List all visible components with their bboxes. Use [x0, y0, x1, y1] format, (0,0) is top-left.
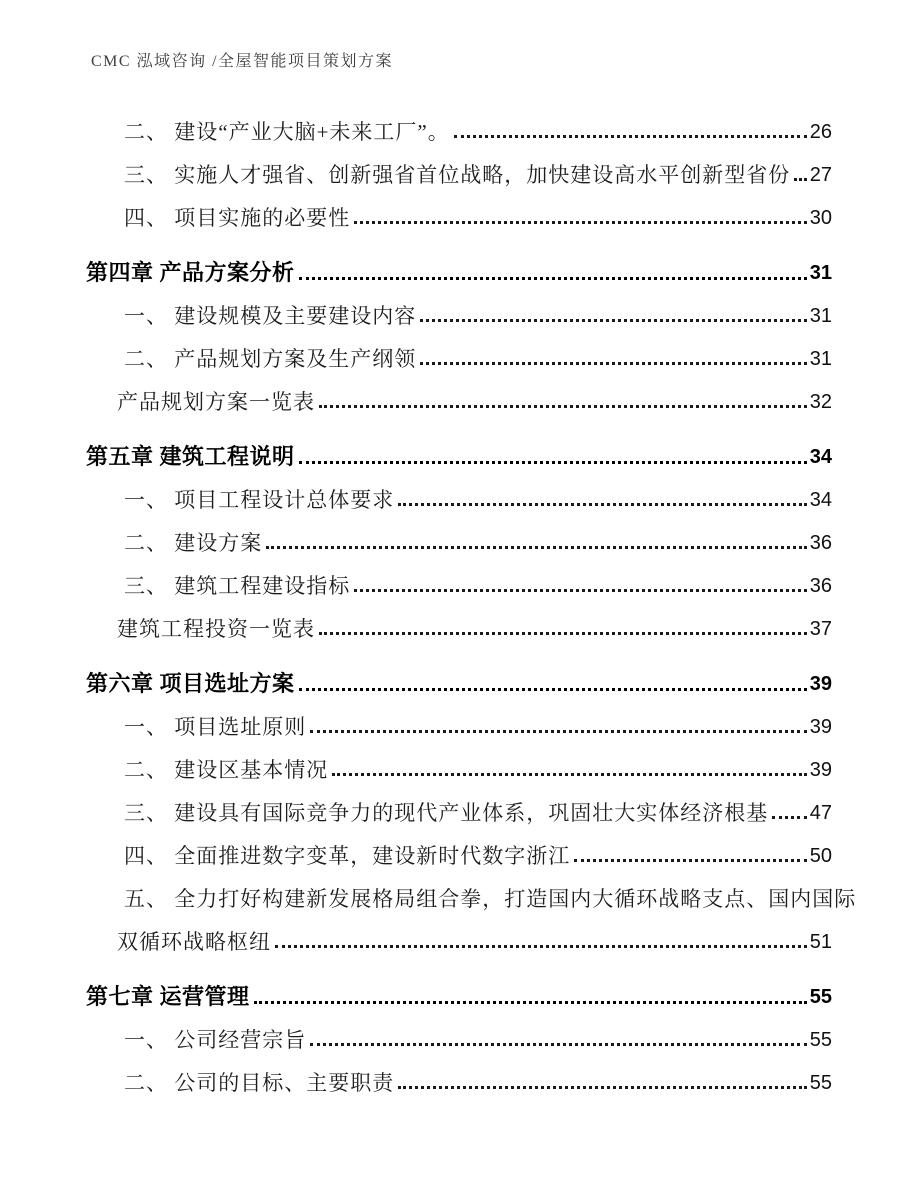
toc-entry[interactable]	[86, 285, 832, 328]
toc-entry-text: 一、 项目选址原则	[124, 714, 307, 739]
page-number: 50	[809, 845, 832, 867]
page-number: 31	[809, 262, 832, 284]
toc-entry-text: 三、 建设具有国际竞争力的现代产业体系，巩固壮大实体经济根基	[124, 800, 769, 825]
dot-leader	[266, 546, 807, 549]
page-number: 55	[809, 986, 832, 1008]
toc-entry-text: 一、 建设规模及主要建设内容	[124, 303, 417, 328]
toc-entry-text: 二、 建设区基本情况	[124, 757, 329, 782]
toc-entry[interactable]	[86, 650, 832, 696]
toc-entry[interactable]	[86, 782, 832, 825]
toc-entry[interactable]	[86, 144, 832, 187]
page-number: 27	[809, 164, 832, 186]
toc-entry-text: 产品规划方案一览表	[117, 389, 315, 414]
page-number: 47	[809, 802, 832, 824]
dot-leader	[398, 1086, 807, 1089]
dot-leader	[398, 503, 807, 506]
toc-entry-text: 第七章 运营管理	[86, 983, 250, 1009]
page-number: 34	[809, 489, 832, 511]
toc-entry[interactable]	[86, 555, 832, 598]
toc-entry[interactable]	[86, 868, 857, 911]
page-number: 39	[809, 673, 832, 695]
toc-entry[interactable]	[86, 963, 832, 1009]
toc-entry-text: 第四章 产品方案分析	[86, 259, 295, 285]
page-number: 31	[809, 305, 832, 327]
dot-leader	[420, 319, 807, 322]
toc-entry-text: 四、 项目实施的必要性	[124, 205, 351, 230]
dot-leader	[332, 773, 807, 776]
toc-entry[interactable]	[86, 911, 832, 954]
toc-entry-text: 一、 公司经营宗旨	[124, 1027, 307, 1052]
page-number: 55	[809, 1029, 832, 1051]
dot-leader	[299, 277, 807, 280]
toc-entry-text: 建筑工程投资一览表	[117, 616, 315, 641]
toc-entry-text: 四、 全面推进数字变革，建设新时代数字浙江	[124, 843, 571, 868]
toc-entry-text: 三、 建筑工程建设指标	[124, 573, 351, 598]
dot-leader	[354, 589, 807, 592]
dot-leader	[319, 632, 807, 635]
toc-entry-text: 三、 实施人才强省、创新强省首位战略，加快建设高水平创新型省份	[124, 162, 791, 187]
document-header: CMC 泓域咨询 /全屋智能项目策划方案	[91, 53, 394, 70]
page-number: 51	[809, 931, 832, 953]
toc-entry[interactable]	[86, 1009, 832, 1052]
page-number: 39	[809, 716, 832, 738]
toc-entry[interactable]	[86, 825, 832, 868]
page-number: 37	[809, 618, 832, 640]
dot-leader	[275, 945, 807, 948]
dot-leader	[574, 859, 807, 862]
page-number: 36	[809, 532, 832, 554]
dot-leader	[794, 178, 807, 181]
toc-entry[interactable]	[86, 239, 832, 285]
toc-entry-text: 第五章 建筑工程说明	[86, 443, 295, 469]
page-number: 31	[809, 348, 832, 370]
page-number: 55	[809, 1072, 832, 1094]
toc-entry[interactable]	[86, 739, 832, 782]
toc-entry-text: 一、 项目工程设计总体要求	[124, 487, 395, 512]
toc-entry[interactable]	[86, 512, 832, 555]
page-number: 32	[809, 391, 832, 413]
toc-entry[interactable]	[86, 696, 832, 739]
toc-entry[interactable]	[86, 469, 832, 512]
page-number: 34	[809, 446, 832, 468]
dot-leader	[454, 135, 807, 138]
page-number: 36	[809, 575, 832, 597]
dot-leader	[299, 688, 807, 691]
toc-entry[interactable]	[86, 371, 832, 414]
toc-entry[interactable]	[86, 187, 832, 230]
toc-entry[interactable]	[86, 101, 832, 144]
toc-entry-text: 二、 公司的目标、主要职责	[124, 1070, 395, 1095]
dot-leader	[354, 221, 807, 224]
toc-entry-text: 五、 全力打好构建新发展格局组合拳，打造国内大循环战略支点、国内国际	[124, 886, 857, 911]
toc-entry-text: 双循环战略枢纽	[117, 929, 271, 954]
toc-entry-text: 二、 建设“产业大脑+未来工厂”。	[124, 119, 450, 144]
toc-entry-text: 二、 建设方案	[124, 530, 263, 555]
toc-entry-text: 二、 产品规划方案及生产纲领	[124, 346, 417, 371]
table-of-contents	[86, 101, 857, 1095]
dot-leader	[420, 362, 807, 365]
dot-leader	[310, 1043, 807, 1046]
dot-leader	[254, 1001, 807, 1004]
toc-entry[interactable]	[86, 328, 832, 371]
dot-leader	[310, 730, 807, 733]
toc-entry-text: 第六章 项目选址方案	[86, 670, 295, 696]
page-number: 30	[809, 207, 832, 229]
page-number: 26	[809, 121, 832, 143]
page-number: 39	[809, 759, 832, 781]
toc-entry[interactable]	[86, 598, 832, 641]
dot-leader	[319, 405, 807, 408]
dot-leader	[772, 816, 807, 819]
dot-leader	[299, 461, 807, 464]
toc-entry[interactable]	[86, 423, 832, 469]
toc-entry[interactable]	[86, 1052, 832, 1095]
